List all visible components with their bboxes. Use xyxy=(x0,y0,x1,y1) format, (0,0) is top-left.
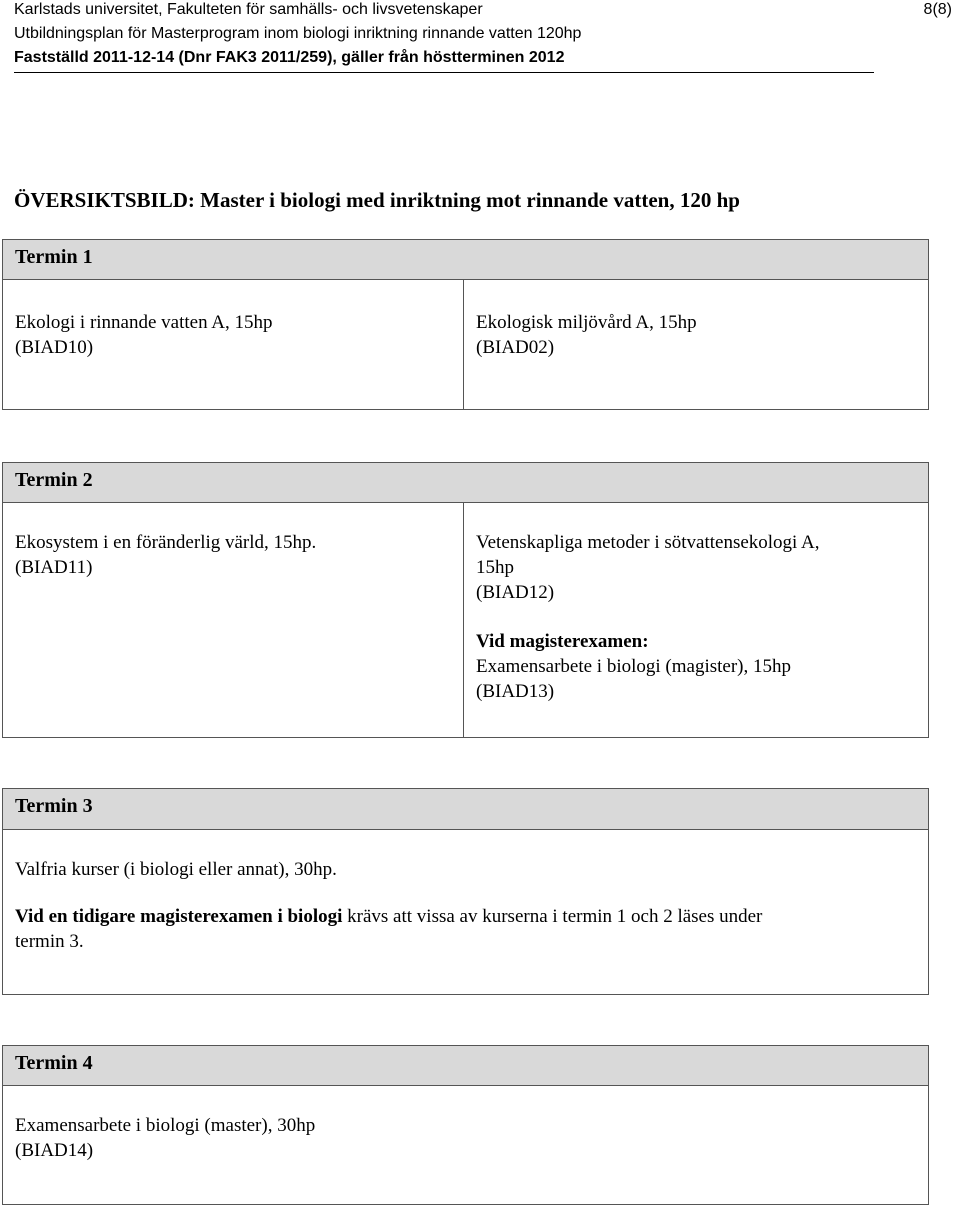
term2-course-right xyxy=(464,503,928,737)
term2-course-left xyxy=(3,503,464,737)
term3-box xyxy=(2,788,929,995)
course-code: (BIAD02) xyxy=(476,337,555,358)
electives-text: Valfria kurser (i biologi eller annat), 30hp. xyxy=(15,859,337,880)
course-name: Examensarbete i biologi (master), 30hp xyxy=(15,1115,316,1136)
term1-title: Termin 1 xyxy=(3,240,928,280)
note-bold: Vid en tidigare magisterexamen i biologi xyxy=(15,906,343,927)
course-name: Ekologi i rinnande vatten A, 15hp xyxy=(15,312,273,333)
course-code: (BIAD12) xyxy=(476,582,555,603)
alt-course-code: (BIAD13) xyxy=(476,681,555,702)
term2-box xyxy=(2,462,929,738)
course-code: (BIAD11) xyxy=(15,557,93,578)
note-rest: krävs att vissa av kurserna i termin 1 och 2 läses under xyxy=(342,906,763,927)
term4-content xyxy=(3,1086,928,1163)
term1-box xyxy=(2,239,929,410)
term2-title: Termin 2 xyxy=(3,463,928,503)
course-code: (BIAD10) xyxy=(15,337,94,358)
alt-label: Vid magisterexamen: xyxy=(476,631,649,652)
term1-course-left xyxy=(3,280,464,409)
page-number: 8(8) xyxy=(923,1,952,18)
course-code: (BIAD14) xyxy=(15,1140,94,1161)
note-line2: termin 3. xyxy=(15,931,84,952)
course-name-line1: Vetenskapliga metoder i sötvattensekologi A, xyxy=(476,532,820,553)
term1-course-right xyxy=(464,280,928,409)
overview-title: ÖVERSIKTSBILD: Master i biologi med inriktning mot rinnande vatten, 120 hp xyxy=(14,188,740,212)
header-program: Utbildningsplan för Masterprogram inom biologi inriktning rinnande vatten 120hp xyxy=(14,25,582,42)
course-name-line2: 15hp xyxy=(476,557,514,578)
note-line1 xyxy=(15,904,916,929)
header-rule xyxy=(14,72,874,73)
term3-content xyxy=(3,830,928,954)
course-name: Ekosystem i en föränderlig värld, 15hp. xyxy=(15,532,317,553)
term4-title: Termin 4 xyxy=(3,1046,928,1086)
header-established: Fastställd 2011-12-14 (Dnr FAK3 2011/259), gäller från höstterminen 2012 xyxy=(14,49,565,66)
course-name: Ekologisk miljövård A, 15hp xyxy=(476,312,697,333)
alt-course-name: Examensarbete i biologi (magister), 15hp xyxy=(476,656,791,677)
term4-box xyxy=(2,1045,929,1205)
term3-title: Termin 3 xyxy=(3,789,928,830)
header-university: Karlstads universitet, Fakulteten för samhälls- och livsvetenskaper xyxy=(14,1,483,18)
